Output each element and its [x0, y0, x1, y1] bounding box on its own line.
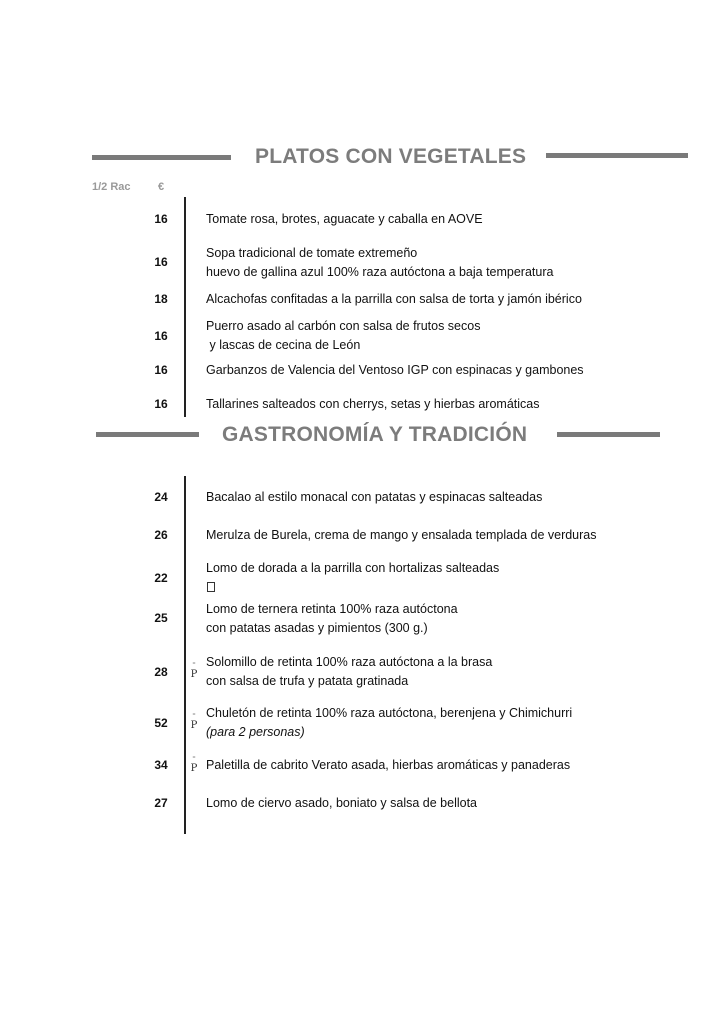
dish-price: 16 [154, 255, 168, 269]
dish-description: Solomillo de retinta 100% raza autóctona a la brasa con salsa de trufa y patata gratinada [206, 655, 493, 688]
price-column-divider [184, 476, 186, 834]
dish-price: 26 [154, 528, 168, 542]
dish-description: Puerro asado al carbón con salsa de frutos secos y lascas de cecina de León [206, 319, 481, 352]
dish-price: 16 [154, 212, 168, 226]
half-ration-header: 1/2 Rac [92, 181, 131, 193]
section-divider-left [96, 432, 199, 437]
dish-description: Lomo de ternera retinta 100% raza autóctona con patatas asadas y pimientos (300 g.) [206, 602, 458, 635]
dish-description: Paletilla de cabrito Verato asada, hierbas aromáticas y panaderas [206, 758, 571, 772]
dish-price: 24 [154, 490, 168, 504]
dish-price: 18 [154, 292, 168, 306]
p-diaeresis-icon: ¨ P [190, 713, 198, 731]
dish-description: Merulza de Burela, crema de mango y ensalada templada de verduras [206, 528, 597, 542]
dish-price: 16 [154, 397, 168, 411]
section-title-platos-con-vegetales: PLATOS CON VEGETALES [255, 145, 527, 168]
currency-header: € [158, 181, 165, 193]
dish-price: 34 [154, 758, 168, 772]
dish-price: 16 [154, 329, 168, 343]
dish-description: Alcachofas confitadas a la parrilla con salsa de torta y jamón ibérico [206, 292, 582, 306]
dish-description: Lomo de ciervo asado, boniato y salsa de bellota [206, 796, 478, 810]
dish-description: Garbanzos de Valencia del Ventoso IGP con espinacas y gambones [206, 363, 584, 377]
dish-price: 25 [154, 611, 168, 625]
dish-price: 28 [154, 665, 168, 679]
dish-price: 27 [154, 796, 168, 810]
price-column-divider [184, 197, 186, 417]
dish-description: Bacalao al estilo monacal con patatas y espinacas salteadas [206, 490, 543, 504]
section-divider-left [92, 155, 231, 160]
dish-description: Sopa tradicional de tomate extremeño huevo de gallina azul 100% raza autóctona a baja temperatura [206, 246, 554, 279]
dish-description: Tallarines salteados con cherrys, setas y hierbas aromáticas [206, 397, 540, 411]
dish-description: Chuletón de retinta 100% raza autóctona, berenjena y Chimichurri (para 2 personas) [206, 706, 573, 739]
missing-glyph-icon [207, 582, 215, 592]
section-divider-right [546, 153, 688, 158]
section-divider-right [557, 432, 660, 437]
p-diaeresis-icon: ¨ P [190, 756, 198, 774]
dish-price: 52 [154, 716, 168, 730]
dish-description: Lomo de dorada a la parrilla con hortalizas salteadas [206, 559, 499, 597]
p-diaeresis-icon: ¨ P [190, 662, 198, 680]
dish-price: 22 [154, 571, 168, 585]
dish-price: 16 [154, 363, 168, 377]
section-title-gastronomia-y-tradicion: GASTRONOMÍA Y TRADICIÓN [222, 423, 528, 446]
dish-description: Tomate rosa, brotes, aguacate y caballa en AOVE [206, 212, 483, 226]
